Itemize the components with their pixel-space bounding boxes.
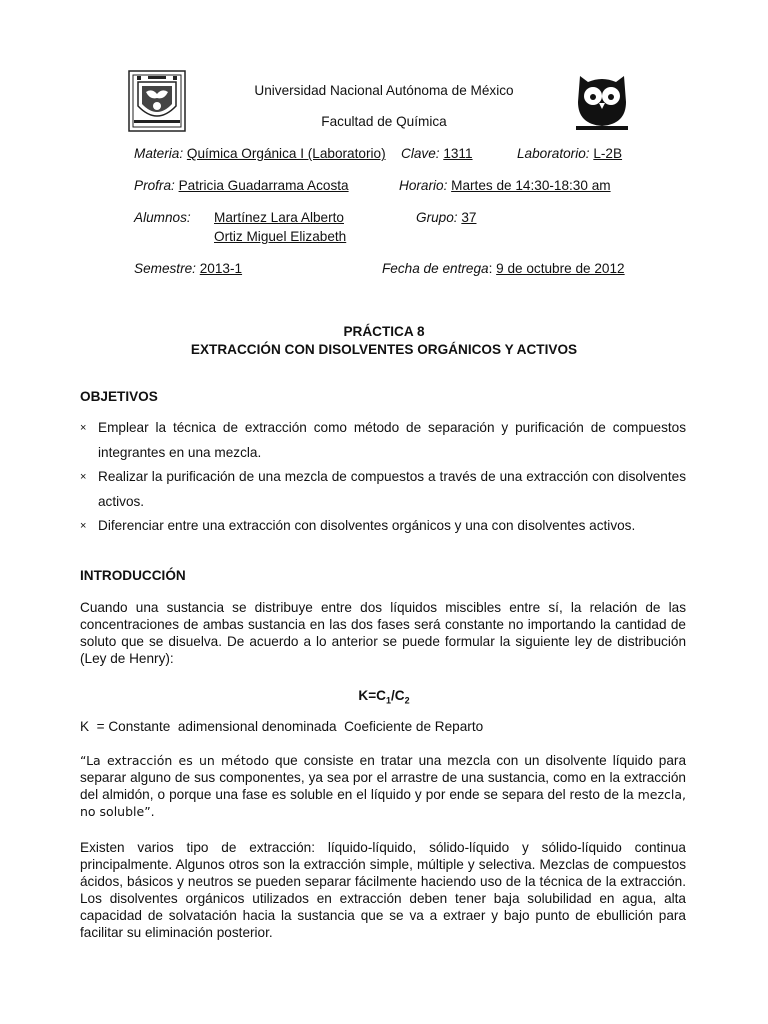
list-item: × Realizar la purificación de una mezcla de compuestos a través de una extracción con disolventes activos. (80, 465, 686, 514)
alumno-2: Ortiz Miguel Elizabeth (214, 229, 347, 244)
objetivos-list (80, 416, 686, 539)
k-definition: K = Constante adimensional denominada Coeficiente de Reparto (80, 719, 484, 734)
fecha-row (382, 261, 625, 276)
bullet-x-icon: × (80, 422, 87, 434)
horario-row (399, 178, 611, 193)
intro-paragraph-3: Existen varios tipo de extracción: líquido-líquido, sólido-líquido y sólido-líquido continua principalmente. Algunos otros son la extracción simple, múltiple y selectiva. Mezclas de compuestos ácidos, básicos y neutros se pueden separar fácilmente haciendo uso de la técnica de la extracción. Los disolventes orgánicos utilizados en extracción deben tener baja solubilidad en agua, alta capacidad de solvatación hacia la sustancia que se va a extraer y bajo punto de ebullición para facilitar su eliminación posterior. (80, 840, 686, 940)
distribution-formula: $K=C_1/C_2$ (358, 688, 410, 706)
materia-value: Química Orgánica I (Laboratorio) (186, 146, 386, 161)
alumnos-label: Alumnos: (134, 210, 191, 225)
bullet-x-icon: × (80, 471, 87, 483)
university-name: Universidad Nacional Autónoma de México (254, 83, 514, 98)
grupo-row (416, 210, 476, 225)
clave-row (401, 146, 473, 161)
clave-value: 1311 (443, 146, 473, 161)
objetivos-heading: OBJETIVOS (80, 389, 158, 404)
intro-paragraph-1: Cuando una sustancia se distribuye entre dos líquidos miscibles entre sí, la relación de las concentraciones de ambas sustancia en las dos fases será constante no importando la cantidad de soluto que se disuelva. De acuerdo a lo anterior se puede formular la siguiente ley de distribución (Ley de Henry): (80, 600, 686, 666)
semestre-row (134, 261, 242, 276)
laboratorio-value: L-2B (593, 146, 623, 161)
profra-row (134, 178, 349, 193)
grupo-label: Grupo: (416, 210, 458, 225)
laboratorio-row (517, 146, 622, 161)
faculty-name: Facultad de Química (321, 114, 447, 129)
introduccion-heading: INTRODUCCIÓN (80, 568, 186, 583)
grupo-value: 37 (461, 210, 477, 225)
list-item: × Diferenciar entre una extracción con disolventes orgánicos y una con disolventes activos. (80, 514, 686, 539)
profra-value: Patricia Guadarrama Acosta (178, 178, 349, 193)
fecha-value: 9 de octubre de 2012 (496, 261, 625, 276)
alumno-1: Martínez Lara Alberto (214, 210, 344, 225)
horario-label: Horario: (399, 178, 448, 193)
semestre-label: Semestre: (134, 261, 196, 276)
horario-value: Martes de 14:30-18:30 am (451, 178, 611, 193)
fecha-label: Fecha de entrega (382, 261, 489, 276)
clave-label: Clave: (401, 146, 440, 161)
list-item: × Emplear la técnica de extracción como método de separación y purificación de compuestos integrantes en una mezcla. (80, 416, 686, 465)
intro-quote-paragraph (80, 752, 686, 820)
laboratorio-label: Laboratorio: (517, 146, 590, 161)
semestre-value: 2013-1 (199, 261, 243, 276)
quote-body: que consiste en tratar una mezcla con un disolvente líquido para separar alguno de sus componentes, ya sea por el arrastre de una sustancia, como en la extracción del almidón, o porque una fase es soluble en el líquido y por ende se separa del resto de la (80, 753, 686, 802)
practice-title: EXTRACCIÓN CON DISOLVENTES ORGÁNICOS Y ACTIVOS (190, 342, 578, 357)
bullet-x-icon: × (80, 520, 87, 532)
quote-end: mezcla, no soluble”. (80, 787, 686, 819)
materia-label: Materia: (134, 146, 184, 161)
profra-label: Profra: (134, 178, 175, 193)
fecha-colon: : (488, 261, 493, 276)
quote-start: “La extracción es un método (80, 753, 270, 768)
practice-number: PRÁCTICA 8 (343, 324, 425, 339)
materia-row (134, 146, 386, 161)
